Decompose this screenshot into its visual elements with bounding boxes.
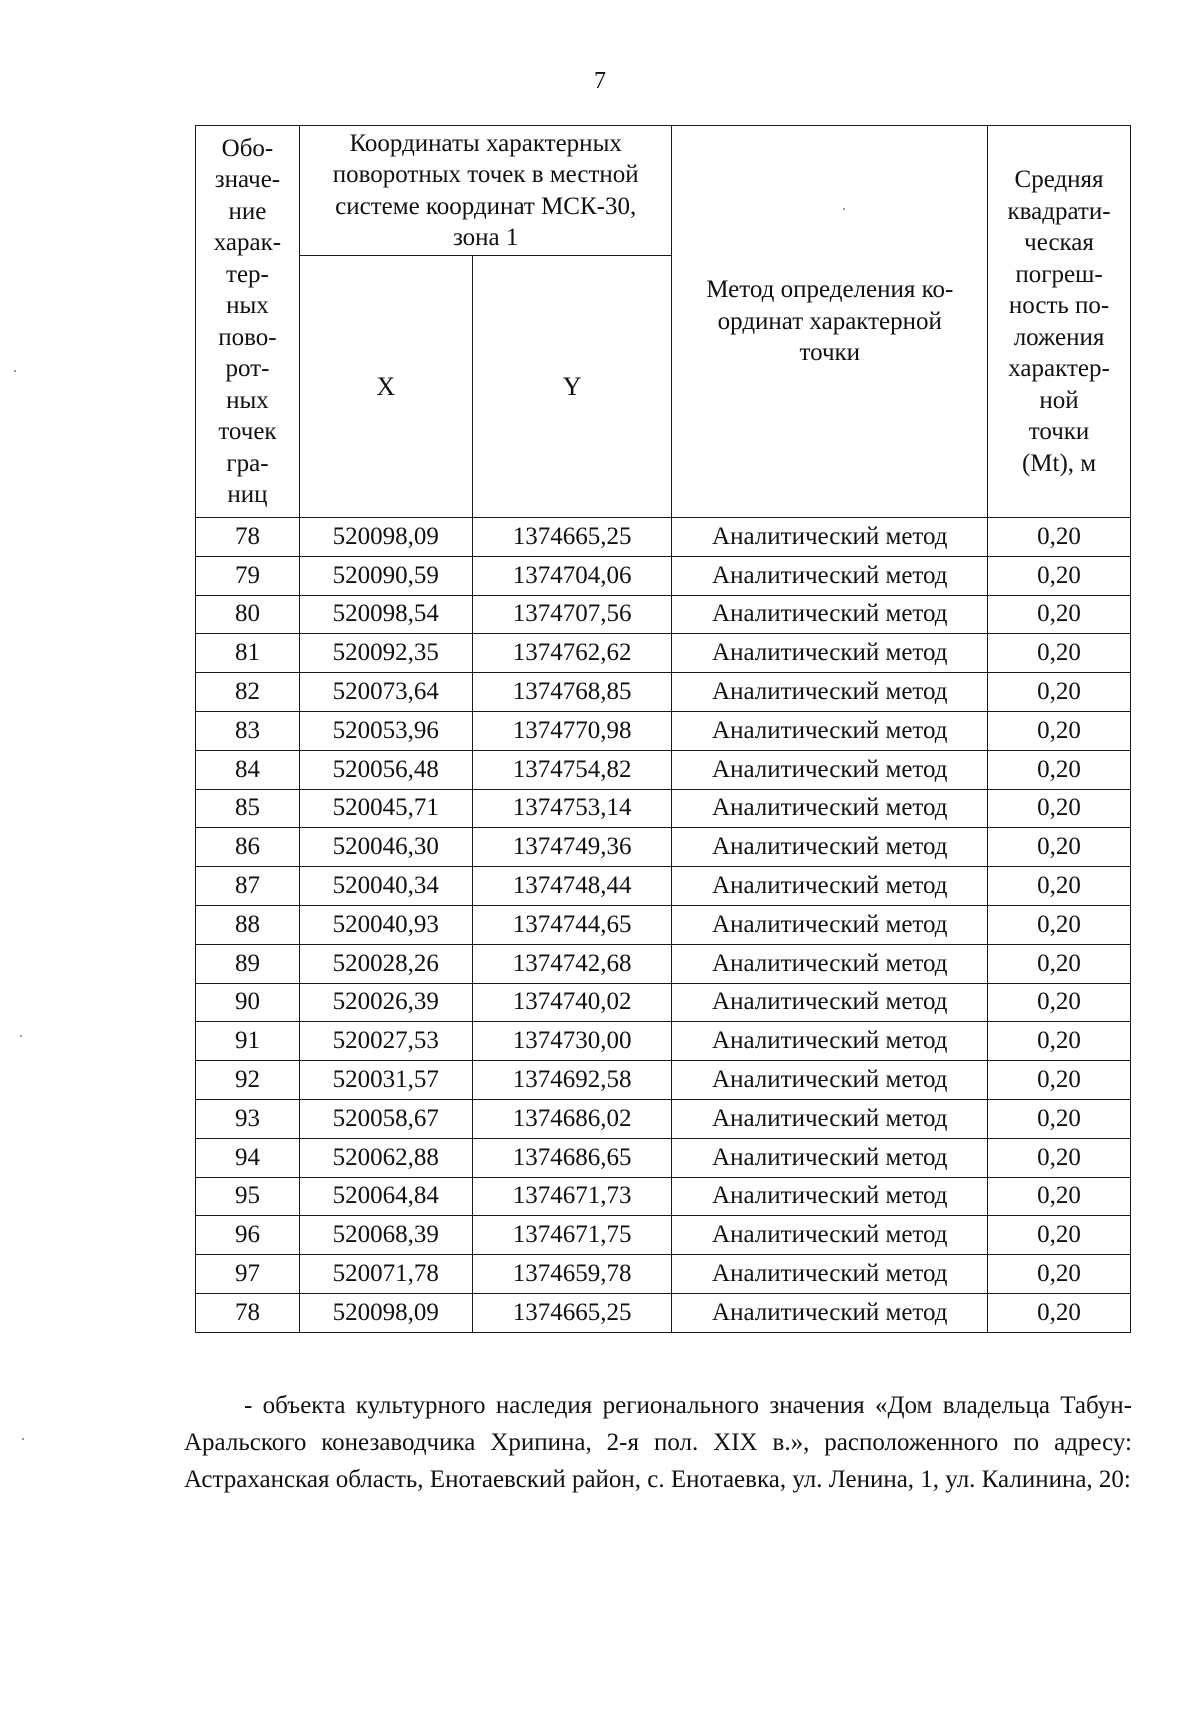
- cell-y: 1374707,56: [472, 595, 672, 634]
- cell-method: Аналитический метод: [672, 1099, 988, 1138]
- cell-method: Аналитический метод: [672, 789, 988, 828]
- cell-x: 520031,57: [299, 1061, 472, 1100]
- cell-error: 0,20: [988, 867, 1131, 906]
- cell-point: 93: [196, 1099, 300, 1138]
- table-row: [196, 711, 1131, 750]
- cell-y: 1374665,25: [472, 518, 672, 557]
- cell-y: 1374753,14: [472, 789, 672, 828]
- cell-point: 87: [196, 867, 300, 906]
- cell-y: 1374730,00: [472, 1022, 672, 1061]
- table-row: [196, 634, 1131, 673]
- cell-method: Аналитический метод: [672, 518, 988, 557]
- cell-error: 0,20: [988, 1255, 1131, 1294]
- cell-point: 81: [196, 634, 300, 673]
- cell-point: 84: [196, 750, 300, 789]
- cell-method: Аналитический метод: [672, 1216, 988, 1255]
- header-y: Y: [472, 256, 672, 518]
- cell-x: 520098,09: [299, 518, 472, 557]
- cell-point: 80: [196, 595, 300, 634]
- header-point-designation: Обо- значе- ние харак- тер- ных пово- рот- ных точек гра- ниц: [196, 126, 300, 518]
- cell-x: 520045,71: [299, 789, 472, 828]
- cell-y: 1374768,85: [472, 673, 672, 712]
- cell-x: 520098,54: [299, 595, 472, 634]
- cell-y: 1374749,36: [472, 828, 672, 867]
- cell-y: 1374754,82: [472, 750, 672, 789]
- cell-x: 520026,39: [299, 983, 472, 1022]
- cell-error: 0,20: [988, 1216, 1131, 1255]
- cell-point: 78: [196, 518, 300, 557]
- cell-y: 1374671,75: [472, 1216, 672, 1255]
- cell-y: 1374686,02: [472, 1099, 672, 1138]
- cell-x: 520090,59: [299, 556, 472, 595]
- cell-method: Аналитический метод: [672, 1061, 988, 1100]
- cell-point: 92: [196, 1061, 300, 1100]
- table-row: [196, 828, 1131, 867]
- cell-error: 0,20: [988, 556, 1131, 595]
- cell-method: Аналитический метод: [672, 1138, 988, 1177]
- table-body: [196, 518, 1131, 1333]
- cell-point: 96: [196, 1216, 300, 1255]
- object-description-paragraph: - объекта культурного наследия регионального значения «Дом владельца Табун-Аральского конезаводчика Хрипина, 2-я пол. XIX в.», расположенного по адресу: Астраханская область, Енотаевский район, с. Енотаевка, ул. Ленина, 1, ул. Калинина, 20:: [184, 1392, 1132, 1493]
- table-row: [196, 944, 1131, 983]
- header-method: Метод определения ко- ординат характерной точки: [672, 126, 988, 518]
- table-row: [196, 867, 1131, 906]
- cell-x: 520062,88: [299, 1138, 472, 1177]
- cell-error: 0,20: [988, 1099, 1131, 1138]
- cell-y: 1374742,68: [472, 944, 672, 983]
- table-row: [196, 1099, 1131, 1138]
- cell-method: Аналитический метод: [672, 1022, 988, 1061]
- cell-method: Аналитический метод: [672, 711, 988, 750]
- table-row: [196, 673, 1131, 712]
- cell-method: Аналитический метод: [672, 1293, 988, 1332]
- cell-y: 1374744,65: [472, 905, 672, 944]
- cell-x: 520071,78: [299, 1255, 472, 1294]
- cell-x: 520064,84: [299, 1177, 472, 1216]
- scan-speck: [14, 370, 16, 372]
- cell-y: 1374692,58: [472, 1061, 672, 1100]
- cell-y: 1374659,78: [472, 1255, 672, 1294]
- header-mean-square-error: Средняя квадрати- ческая погреш- ность по- ложения характер- ной точки (Mt), м: [988, 126, 1131, 518]
- cell-point: 88: [196, 905, 300, 944]
- coordinates-table: [195, 125, 1131, 1333]
- cell-method: Аналитический метод: [672, 1255, 988, 1294]
- cell-error: 0,20: [988, 828, 1131, 867]
- cell-y: 1374665,25: [472, 1293, 672, 1332]
- cell-point: 94: [196, 1138, 300, 1177]
- table-row: [196, 1177, 1131, 1216]
- cell-error: 0,20: [988, 1293, 1131, 1332]
- cell-method: Аналитический метод: [672, 595, 988, 634]
- table-row: [196, 556, 1131, 595]
- cell-point: 85: [196, 789, 300, 828]
- table-row: [196, 905, 1131, 944]
- cell-method: Аналитический метод: [672, 828, 988, 867]
- table-row: [196, 1293, 1131, 1332]
- cell-point: 90: [196, 983, 300, 1022]
- table-row: [196, 1138, 1131, 1177]
- cell-x: 520027,53: [299, 1022, 472, 1061]
- cell-method: Аналитический метод: [672, 867, 988, 906]
- cell-point: 95: [196, 1177, 300, 1216]
- cell-error: 0,20: [988, 983, 1131, 1022]
- cell-error: 0,20: [988, 634, 1131, 673]
- cell-y: 1374770,98: [472, 711, 672, 750]
- cell-y: 1374686,65: [472, 1138, 672, 1177]
- cell-error: 0,20: [988, 1177, 1131, 1216]
- cell-x: 520040,93: [299, 905, 472, 944]
- cell-x: 520092,35: [299, 634, 472, 673]
- cell-x: 520068,39: [299, 1216, 472, 1255]
- cell-point: 97: [196, 1255, 300, 1294]
- cell-y: 1374762,62: [472, 634, 672, 673]
- table-row: [196, 1061, 1131, 1100]
- cell-error: 0,20: [988, 1138, 1131, 1177]
- cell-method: Аналитический метод: [672, 983, 988, 1022]
- cell-point: 78: [196, 1293, 300, 1332]
- cell-method: Аналитический метод: [672, 750, 988, 789]
- cell-error: 0,20: [988, 905, 1131, 944]
- cell-x: 520046,30: [299, 828, 472, 867]
- cell-method: Аналитический метод: [672, 944, 988, 983]
- header-x: X: [299, 256, 472, 518]
- cell-error: 0,20: [988, 1061, 1131, 1100]
- header-coordinates-group: Координаты характерных поворотных точек в местной системе координат МСК-30, зона 1: [299, 126, 672, 256]
- cell-error: 0,20: [988, 595, 1131, 634]
- scan-speck: [22, 1438, 24, 1440]
- cell-error: 0,20: [988, 711, 1131, 750]
- cell-x: 520028,26: [299, 944, 472, 983]
- table-row: [196, 1022, 1131, 1061]
- cell-y: 1374748,44: [472, 867, 672, 906]
- cell-y: 1374671,73: [472, 1177, 672, 1216]
- cell-y: 1374740,02: [472, 983, 672, 1022]
- cell-method: Аналитический метод: [672, 556, 988, 595]
- scan-speck: [843, 208, 845, 210]
- table-row: [196, 518, 1131, 557]
- cell-method: Аналитический метод: [672, 905, 988, 944]
- cell-x: 520040,34: [299, 867, 472, 906]
- cell-error: 0,20: [988, 518, 1131, 557]
- table-row: [196, 983, 1131, 1022]
- cell-point: 82: [196, 673, 300, 712]
- cell-point: 83: [196, 711, 300, 750]
- cell-point: 86: [196, 828, 300, 867]
- cell-x: 520056,48: [299, 750, 472, 789]
- table-row: [196, 1216, 1131, 1255]
- cell-y: 1374704,06: [472, 556, 672, 595]
- cell-error: 0,20: [988, 944, 1131, 983]
- cell-x: 520098,09: [299, 1293, 472, 1332]
- cell-error: 0,20: [988, 1022, 1131, 1061]
- cell-x: 520053,96: [299, 711, 472, 750]
- cell-point: 91: [196, 1022, 300, 1061]
- table-row: [196, 595, 1131, 634]
- table-row: [196, 789, 1131, 828]
- cell-point: 79: [196, 556, 300, 595]
- cell-x: 520058,67: [299, 1099, 472, 1138]
- cell-error: 0,20: [988, 750, 1131, 789]
- page-number: 7: [594, 68, 606, 94]
- cell-point: 89: [196, 944, 300, 983]
- cell-error: 0,20: [988, 789, 1131, 828]
- cell-x: 520073,64: [299, 673, 472, 712]
- scan-speck: [20, 1035, 22, 1037]
- cell-method: Аналитический метод: [672, 1177, 988, 1216]
- table-row: [196, 750, 1131, 789]
- cell-error: 0,20: [988, 673, 1131, 712]
- table-row: [196, 1255, 1131, 1294]
- cell-method: Аналитический метод: [672, 673, 988, 712]
- cell-method: Аналитический метод: [672, 634, 988, 673]
